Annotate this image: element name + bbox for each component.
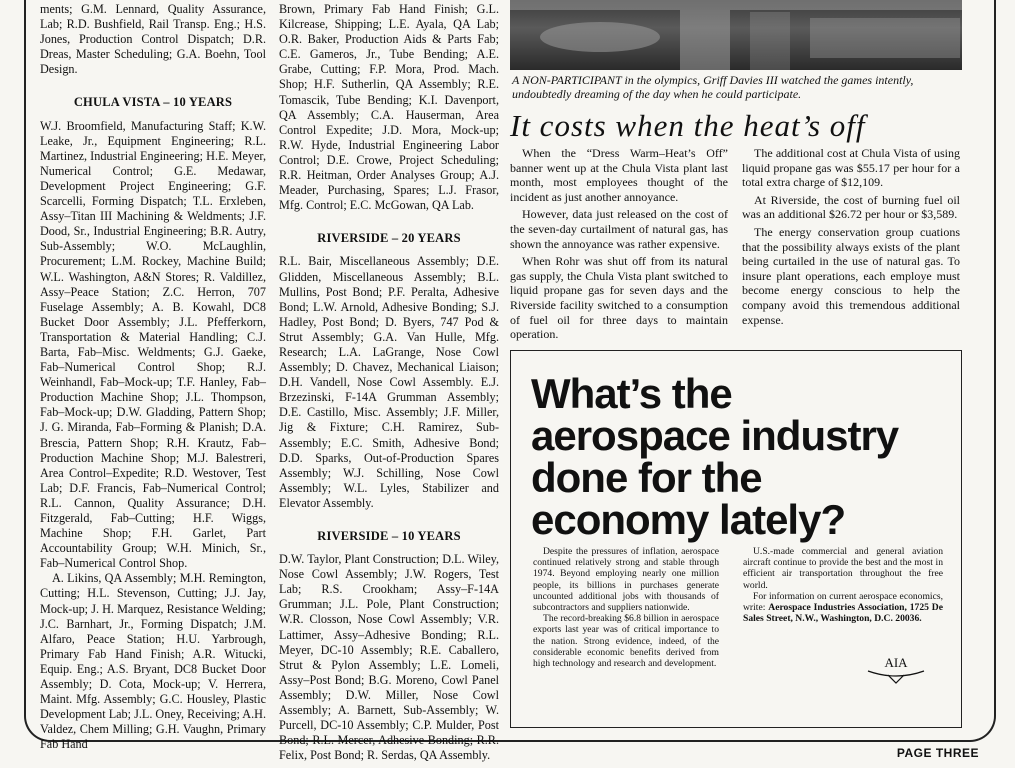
ad-headline-line: done for the [531, 454, 762, 501]
col1-body-1: W.J. Broomfield, Manufacturing Staff; K.W. Leake, Jr., Equipment Engineering; R.L. Martinez, Industrial Engineering; H.E. Meyer, Numerical Control; G.E. Medawar, Development Project Engineering; G.F. Scarcelli, Forming Dispatch; T.L. Erxleben, Assy–Titan III Machining & Weldments; J.F. Dood, Sr., Industrial Engineering; B.R. Autry, Sub-Assembly; W.O. McLaughlin, Procurement; L.M. Rockey, Machine Build; W.L. Washington, A&N Stores; R. Valdillez, Assy–Peace Station; Z.C. Herron, 707 Fuselage Assembly; A. B. Kowahl, DC8 Bucket Door Assembly; J.L. Pfefferkorn, Transportation & Material Handling; C.J. Barta, Fab–Misc. Weldments; G.J. Gaeke, Fab–Numerical Control Shop; R.J. Weinhandl, Fab–Mock-up; T.F. Hanley, Fab–Production Machine Shop; J.L. Thompson, Fab–Mock-up; D.W. Gladding, Pattern Shop; J. G. Miranda, Fab–Forming & Planish; D.A. Brescia, Pattern Shop; R.H. Krautz, Fab–Production Machine Shop; M.J. Balestreri, Area Control–Expedite; R.D. Westover, Test Lab; D.F. Francis, Fab–Numerical Control; R.L. Cannon, Quality Assurance; D.H. Fitzgerald, Fab–Cutting; H.F. Wiggs, Machine Shop; F.H. Garlet, Part Accountability Group; W.H. Minich, Sr., Fab–Numerical Control Shop. [40, 118, 266, 571]
col1-body-2: A. Likins, QA Assembly; M.H. Remington, Cutting; H.L. Stevenson, Cutting; J.J. Jay, Mock-up; J. H. Marquez, Resistance Welding; J.C. Barnhart, Jr., Forming Dispatch; J.M. Alfaro, Peace Station; H.U. Yarbrough, Primary Fab Hand Finish; A.R. Witucki, Equip. Eng.; A.S. Bryant, DC8 Bucket Door Assembly; D. Cota, Mock-up; V. Herrera, Maint. Mfg. Assembly; G.C. Housley, Plastic Development Lab; J.L. Oney, Receiving; A.H. Valdez, Chem Milling; G.H. Vaughn, Primary Fab Hand [40, 571, 266, 752]
ad-headline-line: economy lately? [531, 496, 846, 543]
aia-logo-icon [866, 653, 926, 685]
article-paragraph: When the “Dress Warm–Heat’s Off” banner went up at the Chula Vista plant last month, most employees thought of the incident as just another annoyance. [510, 146, 728, 204]
photo-caption: A NON-PARTICIPANT in the olympics, Griff Davies III watched the games intently, undoubtedly dreaming of the day when he could participate. [512, 73, 914, 101]
article-paragraph: At Riverside, the cost of burning fuel oil was an additional $26.72 per hour or $3,589. [742, 192, 960, 222]
riverside-10-heading: RIVERSIDE – 10 YEARS [317, 529, 461, 543]
col2-body-1: R.L. Bair, Miscellaneous Assembly; D.E. Glidden, Miscellaneous Assembly; B.L. Mullins, Post Bond; P.F. Peralta, Adhesive Bond; L.W. Arnold, Adhesive Bonding; S.J. Hadley, Post Bond; D. Byers, 747 Pod & Strut Assembly; G.A. Van Hulle, Mfg. Research; L.A. LaGrange, Nose Cowl Assembly; D. Chavez, Mechanical Liaison; D.H. Vandell, Nose Cowl Assembly. E.J. Brzezinski, F-14A Grumman Assembly; D.E. Castillo, Misc. Assembly; J.F. Miller, Jig & Fixture; C.H. Ramirez, Sub-Assembly; E.C. Smith, Adhesive Bond; D.D. Sparks, Out-of-Production Spares Assembly; W.J. Schilling, Nose Cowl Assembly; W.L. Lyles, Stabilizer and Elevator Assembly. [279, 254, 499, 510]
ad-headline-line: aerospace industry [531, 412, 899, 459]
col2-top-text: Brown, Primary Fab Hand Finish; G.L. Kilcrease, Shipping; L.E. Ayala, QA Lab; O.R. Baker, Production Aids & Parts Fab; C.E. Gameros, Jr., Tube Bending; A.E. Grabe, Cutting; F.P. Mora, Prod. Mach. Shop; H.F. Sutherlin, QA Assembly; R.E. Tomascik, Tube Bending; K.I. Davenport, QA Assembly; C.A. Hauserman, Area Control Expedite; J.D. Mora, Mock-up; R.W. Hyde, Industrial Engineering Labor Control; D.E. Crowe, Project Scheduling; R.R. Heitman, Order Analyses Group; A.J. Meader, Purchasing, Spares; L.J. Frasor, Mfg. Control; E.C. McGowan, QA Lab. [279, 2, 499, 213]
svg-text:AIA: AIA [884, 655, 908, 670]
ad-paragraph: The record-breaking $6.8 billion in aerospace exports last year was of critical importance to the nation. Strong evidence, indeed, of the considerable economic benefits derived from high technology and research and development. [533, 613, 719, 670]
article-paragraph: The additional cost at Chula Vista of using liquid propane gas was $55.17 per hour for a total extra charge of $12,109. [742, 146, 960, 190]
ad-address: Aerospace Industries Association, 1725 De Sales Street, N.W., Washington, D.C. 20036. [743, 602, 943, 625]
article-column-right [742, 146, 960, 330]
chula-vista-10-heading: CHULA VISTA – 10 YEARS [73, 95, 233, 110]
column-1 [40, 2, 266, 753]
article-paragraph: However, data just released on the cost of the seven-day curtailment of natural gas, has shown the annoyance was rather expensive. [510, 207, 728, 251]
ad-column-left [533, 546, 719, 669]
ad-paragraph: U.S.-made commercial and general aviation aircraft continue to provide the best and the most in efficient air transportation throughout the free world. [743, 546, 943, 591]
aerospace-advertisement [510, 350, 962, 728]
ad-headline [531, 370, 951, 543]
article-paragraph: The energy conservation group cuations that the possibility always exists of the plant being curtailed in the use of natural gas. To insure plant operations, each employe must become energy conscious to help the company avoid this tremendous additional expense. [742, 224, 960, 327]
article-paragraph: When Rohr was shut off from its natural gas supply, the Chula Vista plant switched to liquid propane gas for seven days and the Riverside facility switched to a consumption of fuel oil for three days to maintain operation. [510, 254, 728, 342]
ad-column-right [743, 546, 943, 624]
article-column-left [510, 146, 728, 345]
col2-body-2: D.W. Taylor, Plant Construction; D.L. Wiley, Nose Cowl Assembly; J.W. Rogers, Test Lab; R.S. Crookham; Assy–F-14A Grumman; J.L. Pole, Plant Construction; W.R. Closson, Nose Cowl Assembly; V.R. Lattimer, Assy–Adhesive Bonding; R.L. Meyer, DC-10 Assembly; R.E. Caballero, Strut & Pylon Assembly; L.E. Lomeli, Assy–Post Bond; B.G. Moreno, Cowl Panel Assembly; D.W. Miller, Nose Cowl Assembly; A. Barnett, Sub-Assembly; W. Purcell, DC-10 Assembly; C.P. Mulder, Post Bond; R.L. Mercer, Adhesive Bonding; R.R. Felix, Post Bond; R. Serdas, QA Assembly. [279, 552, 499, 763]
olympics-photo [510, 0, 962, 70]
ad-paragraph: Despite the pressures of inflation, aerospace continued relatively strong and stable through 1974. Beyond employing nearly one million people, its billions in purchases generate uncounted additional jobs with thousands of subcontractors and suppliers nationwide. [533, 546, 719, 614]
col1-top-text: ments; G.M. Lennard, Quality Assurance, Lab; R.D. Bushfield, Rail Transp. Eng.; H.S. Jones, Production Control Dispatch; D.R. Dreas, Master Scheduling; G.A. Boehn, Tool Design. [40, 2, 266, 77]
ad-paragraph: For information on current aerospace economics, write: Aerospace Industries Association, 1725 De Sales Street, N.W., Washington, D.C. 20036. [743, 590, 943, 625]
ad-headline-line: What’s the [531, 370, 732, 417]
column-2 [279, 2, 499, 763]
page-number: PAGE THREE [896, 746, 979, 760]
riverside-20-heading: RIVERSIDE – 20 YEARS [317, 231, 461, 246]
article-title: It costs when the heat’s off [510, 108, 866, 143]
